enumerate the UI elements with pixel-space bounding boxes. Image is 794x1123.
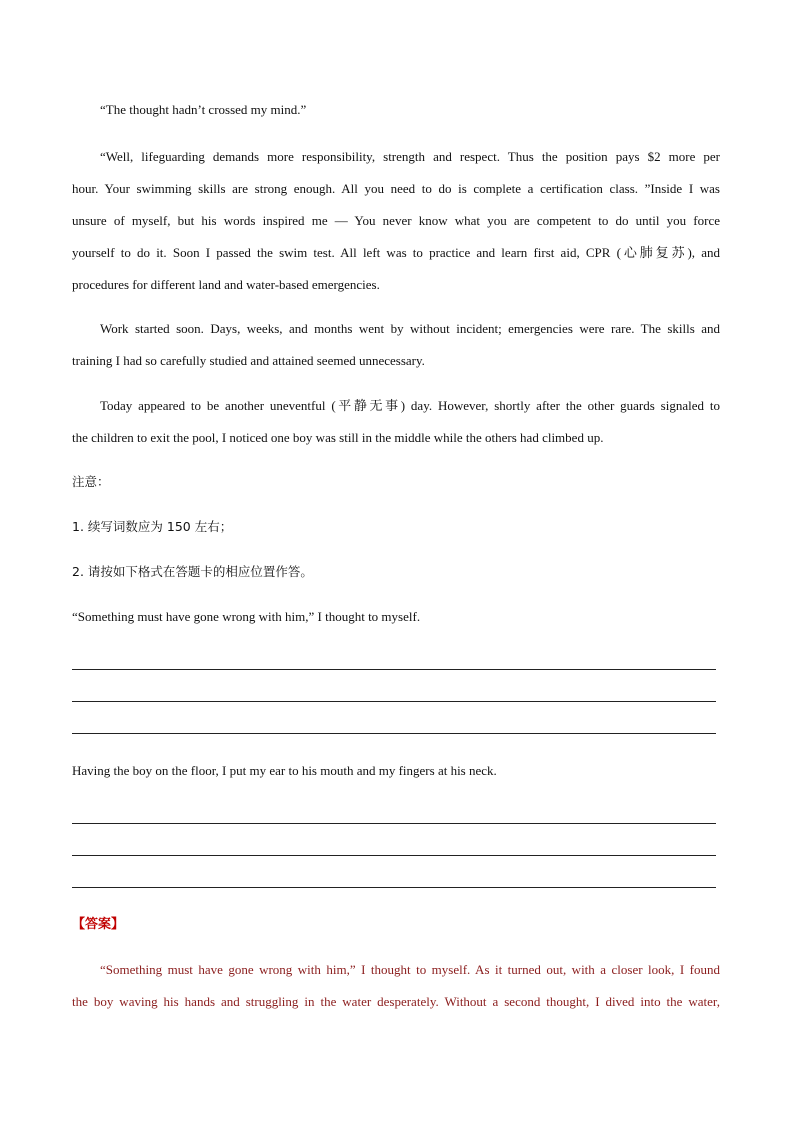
paragraph-line: Today appeared to be another uneventful (平静无事) day. However, shortly after the other guards signaled to (100, 398, 720, 413)
paragraph-dialogue: “The thought hadn’t crossed my mind.” (100, 102, 307, 117)
notes-item: 2. 请按如下格式在答题卡的相应位置作答。 (72, 564, 313, 579)
prompt-first-sentence: “Something must have gone wrong with him,” I thought to myself. (72, 609, 421, 624)
notes-item: 1. 续写词数应为 150 左右； (72, 519, 233, 534)
answer-text-line: the boy waving his hands and struggling in the water desperately. Without a second thought, I dived into the water, (72, 994, 720, 1009)
paragraph-line: training I had so carefully studied and attained seemed unnecessary. (72, 353, 425, 368)
answer-line (72, 733, 716, 734)
paragraph-line: unsure of myself, but his words inspired me — You never know what you are competent to do until you force (72, 213, 720, 228)
notes-heading: 注意： (72, 474, 110, 489)
paragraph-line: yourself to do it. Soon I passed the swim test. All left was to practice and learn first aid, CPR (心肺复苏), and (72, 245, 720, 260)
answer-line (72, 669, 716, 670)
answer-text-line: “Something must have gone wrong with him,” I thought to myself. As it turned out, with a closer look, I found (100, 962, 720, 977)
paragraph-line: “Well, lifeguarding demands more responsibility, strength and respect. Thus the position pays $2 more per (100, 149, 720, 164)
answer-line (72, 855, 716, 856)
answer-line (72, 701, 716, 702)
paragraph-line: Work started soon. Days, weeks, and months went by without incident; emergencies were rare. The skills and (100, 321, 720, 336)
paragraph-line: the children to exit the pool, I noticed one boy was still in the middle while the others had climbed up. (72, 430, 604, 445)
answer-heading: 【答案】 (72, 917, 125, 932)
answer-line (72, 823, 716, 824)
paragraph-line: procedures for different land and water-based emergencies. (72, 277, 380, 292)
prompt-second-sentence: Having the boy on the floor, I put my ear to his mouth and my fingers at his neck. (72, 763, 497, 778)
answer-line (72, 887, 716, 888)
paragraph-line: hour. Your swimming skills are strong enough. All you need to do is complete a certification class. ”Inside I was (72, 181, 720, 196)
